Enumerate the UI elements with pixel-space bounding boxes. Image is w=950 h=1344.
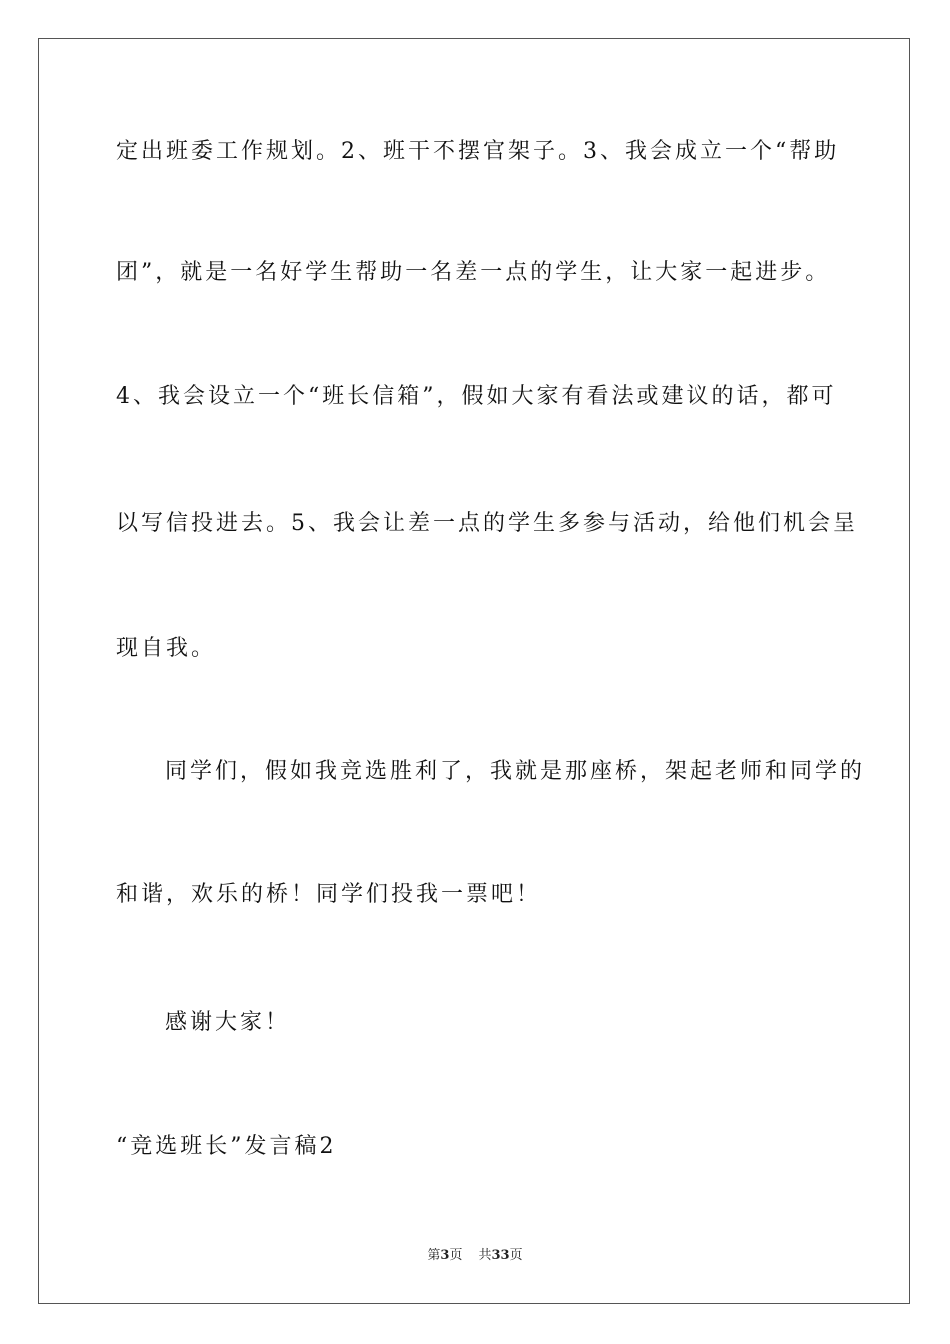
- body-line-8: 感谢大家！: [165, 1010, 291, 1035]
- page-footer: [0, 1247, 950, 1265]
- footer-page-prefix: 第: [427, 1248, 441, 1263]
- body-line-2: 团”，就是一名好学生帮助一名差一点的学生，让大家一起进步。: [116, 260, 831, 285]
- body-line-1: 定出班委工作规划。2、班干不摆官架子。3、我会成立一个“帮助: [116, 139, 840, 164]
- footer-total-suffix: 页: [509, 1248, 523, 1263]
- body-line-6: 同学们，假如我竞选胜利了，我就是那座桥，架起老师和同学的: [165, 759, 866, 784]
- body-line-7: 和谐，欢乐的桥！同学们投我一票吧！: [116, 882, 542, 907]
- body-line-5: 现自我。: [116, 636, 217, 661]
- footer-total-prefix: 共: [478, 1248, 492, 1263]
- footer-page-total: 33: [491, 1248, 510, 1263]
- page-frame: [38, 38, 910, 1304]
- section-heading: “竞选班长”发言稿2: [116, 1134, 337, 1159]
- footer-page-current: 3: [440, 1248, 450, 1263]
- body-line-4: 以写信投进去。5、我会让差一点的学生多参与活动，给他们机会呈: [116, 511, 858, 536]
- footer-page-suffix: 页: [449, 1248, 463, 1263]
- body-line-3: 4、我会设立一个“班长信箱”，假如大家有看法或建议的话，都可: [116, 384, 837, 409]
